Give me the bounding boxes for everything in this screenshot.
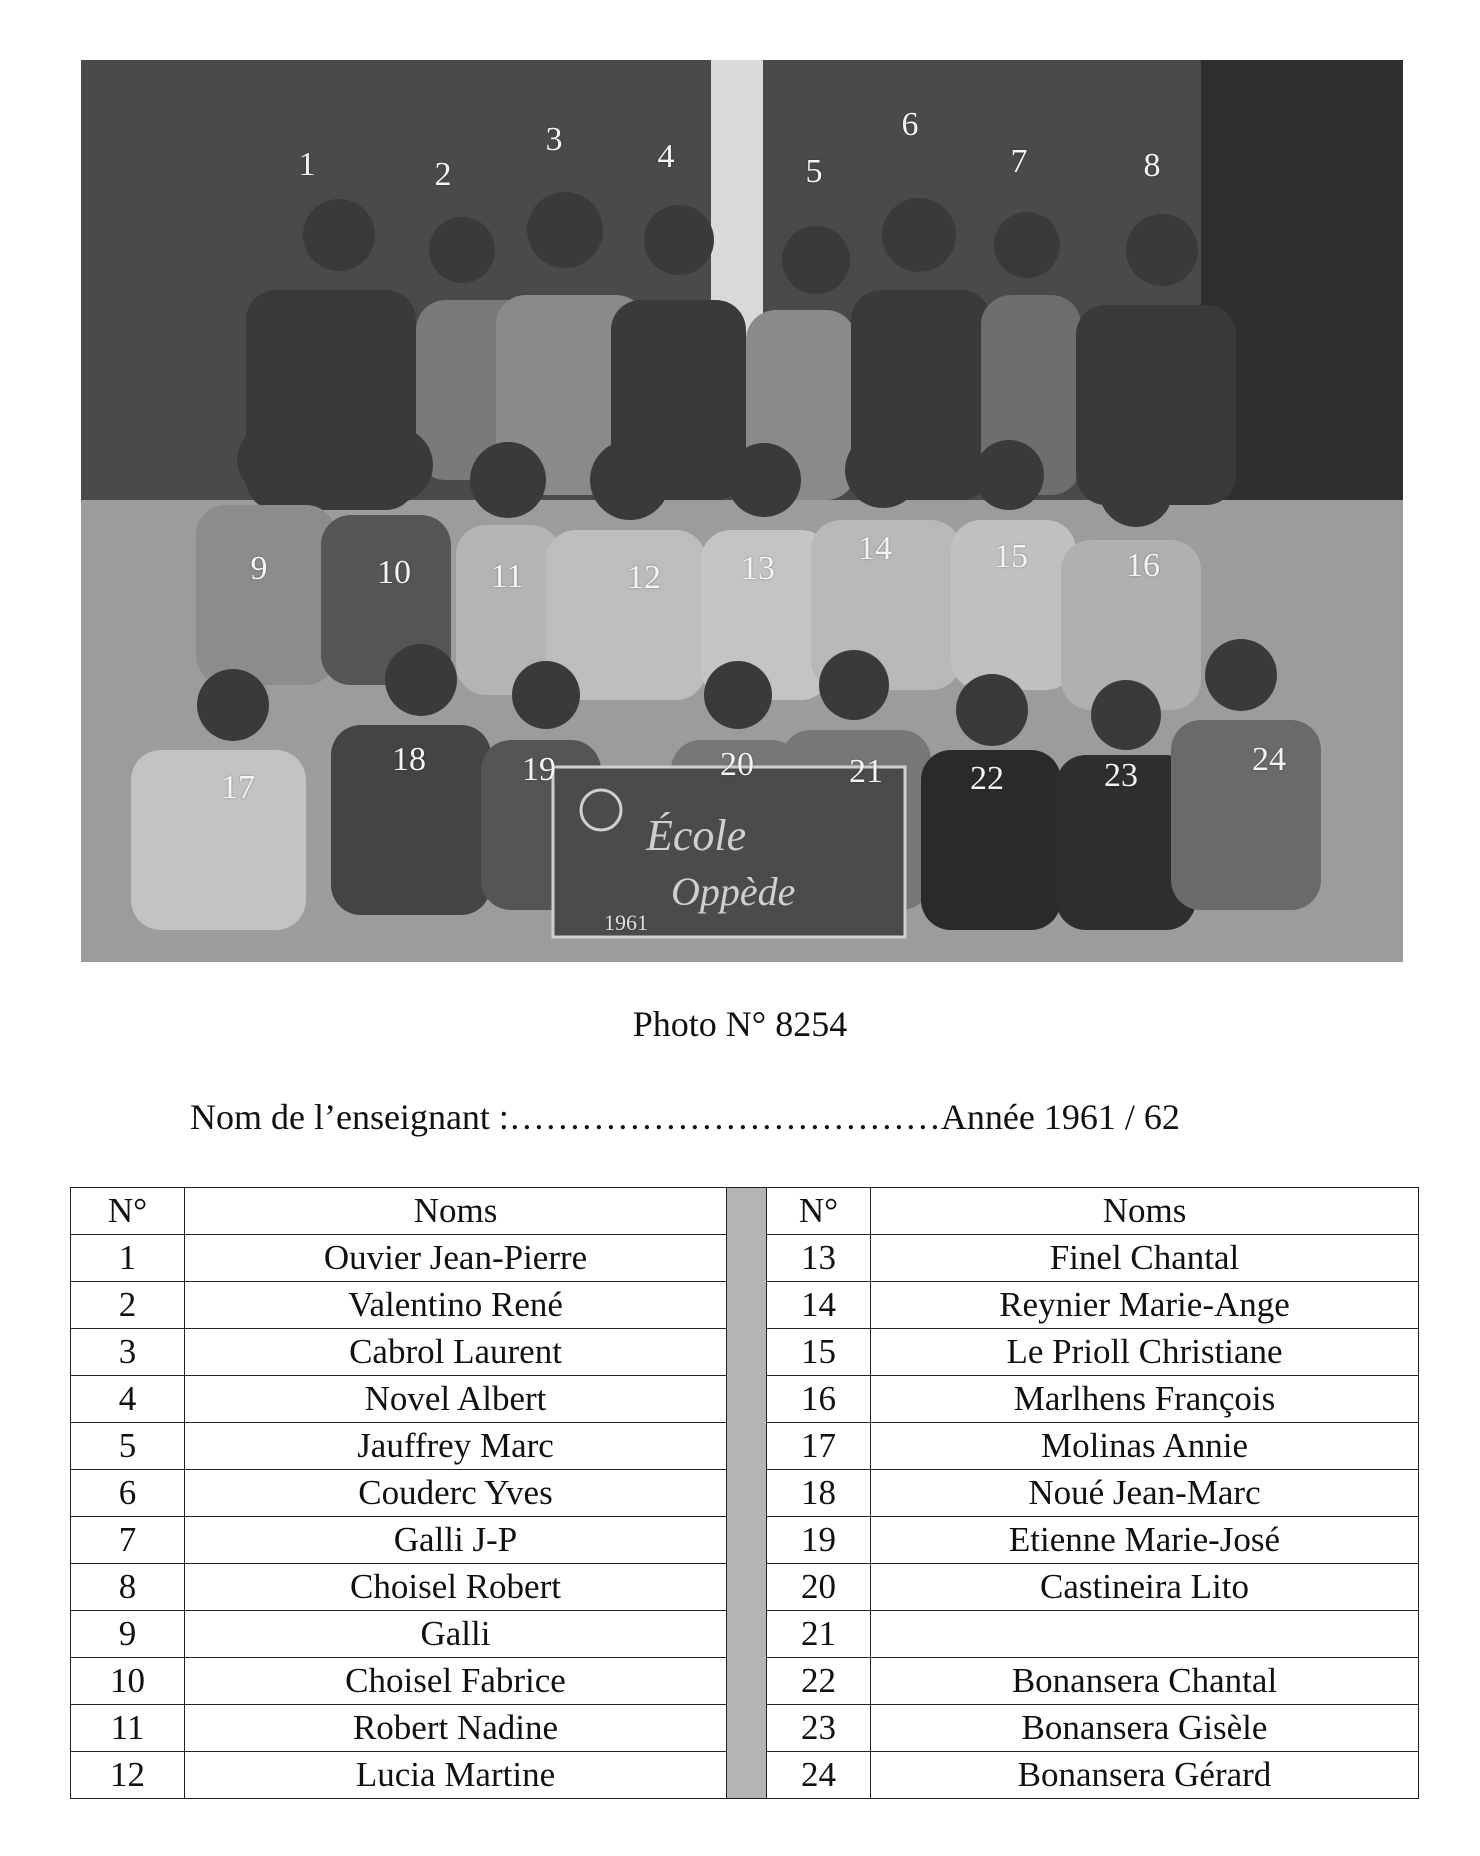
row-name: Choisel Robert: [185, 1564, 727, 1611]
svg-text:Oppède: Oppède: [671, 869, 796, 914]
row-number: 7: [71, 1517, 185, 1564]
row-name: Noué Jean-Marc: [871, 1470, 1419, 1517]
header-num-left: N°: [71, 1188, 185, 1235]
child-label: 3: [545, 121, 563, 158]
class-photo: [81, 60, 1403, 962]
child-label: 2: [434, 156, 452, 193]
row-name: [871, 1611, 1419, 1658]
teacher-line: Nom de l’enseignant :………………………………Année 1961 / 62: [190, 1097, 1180, 1137]
child-label: 22: [970, 760, 1004, 797]
slate-year: 1961: [604, 910, 648, 935]
row-number: 13: [767, 1235, 871, 1282]
row-name: Etienne Marie-José: [871, 1517, 1419, 1564]
row-name: Valentino René: [185, 1282, 727, 1329]
names-table: [70, 1187, 1419, 1799]
header-names-right: Noms: [871, 1188, 1419, 1235]
row-name: Cabrol Laurent: [185, 1329, 727, 1376]
photo-caption: Photo N° 8254: [632, 1004, 848, 1044]
row-name: Galli: [185, 1611, 727, 1658]
child-label: 12: [627, 559, 661, 596]
row-number: 1: [71, 1235, 185, 1282]
row-number: 15: [767, 1329, 871, 1376]
row-number: 20: [767, 1564, 871, 1611]
row-number: 14: [767, 1282, 871, 1329]
row-name: Choisel Fabrice: [185, 1658, 727, 1705]
child-label: 17: [221, 769, 255, 806]
child-label: 24: [1252, 741, 1286, 778]
row-number: 21: [767, 1611, 871, 1658]
child-label: 14: [858, 530, 892, 567]
row-name: Novel Albert: [185, 1376, 727, 1423]
row-name: Finel Chantal: [871, 1235, 1419, 1282]
child-label: 13: [741, 550, 775, 587]
child-label: 1: [298, 146, 316, 183]
child-label: 21: [849, 753, 883, 790]
svg-text:École: École: [646, 811, 747, 860]
row-number: 11: [71, 1705, 185, 1752]
row-name: Castineira Lito: [871, 1564, 1419, 1611]
row-name: Lucia Martine: [185, 1752, 727, 1799]
child-label: 23: [1104, 757, 1138, 794]
row-number: 6: [71, 1470, 185, 1517]
row-name: Bonansera Gérard: [871, 1752, 1419, 1799]
row-name: Molinas Annie: [871, 1423, 1419, 1470]
child-label: 16: [1126, 547, 1160, 584]
row-number: 16: [767, 1376, 871, 1423]
child-label: 20: [720, 746, 754, 783]
child-label: 11: [490, 558, 524, 595]
row-name: Bonansera Gisèle: [871, 1705, 1419, 1752]
row-name: Robert Nadine: [185, 1705, 727, 1752]
table-separator: [727, 1188, 767, 1799]
row-number: 8: [71, 1564, 185, 1611]
row-number: 23: [767, 1705, 871, 1752]
table-header-row: [71, 1188, 1419, 1235]
child-label: 9: [250, 550, 268, 587]
row-number: 18: [767, 1470, 871, 1517]
child-label: 4: [657, 138, 675, 175]
row-name: Le Prioll Christiane: [871, 1329, 1419, 1376]
header-names-left: Noms: [185, 1188, 727, 1235]
row-number: 9: [71, 1611, 185, 1658]
child-label: 10: [377, 554, 411, 591]
class-photo-drawing: [81, 60, 1403, 962]
child-label: 6: [901, 106, 919, 143]
row-name: Couderc Yves: [185, 1470, 727, 1517]
row-name: Ouvier Jean-Pierre: [185, 1235, 727, 1282]
child-label: 8: [1143, 147, 1161, 184]
row-name: Reynier Marie-Ange: [871, 1282, 1419, 1329]
row-number: 5: [71, 1423, 185, 1470]
row-name: Galli J-P: [185, 1517, 727, 1564]
row-number: 24: [767, 1752, 871, 1799]
row-name: Jauffrey Marc: [185, 1423, 727, 1470]
row-name: Bonansera Chantal: [871, 1658, 1419, 1705]
child-label: 15: [994, 538, 1028, 575]
row-number: 22: [767, 1658, 871, 1705]
row-number: 4: [71, 1376, 185, 1423]
child-label: 7: [1010, 143, 1028, 180]
row-number: 17: [767, 1423, 871, 1470]
row-number: 19: [767, 1517, 871, 1564]
header-num-right: N°: [767, 1188, 871, 1235]
child-label: 19: [522, 751, 556, 788]
child-label: 5: [805, 153, 823, 190]
row-number: 2: [71, 1282, 185, 1329]
row-name: Marlhens François: [871, 1376, 1419, 1423]
row-number: 10: [71, 1658, 185, 1705]
child-label: 18: [392, 741, 426, 778]
row-number: 12: [71, 1752, 185, 1799]
row-number: 3: [71, 1329, 185, 1376]
